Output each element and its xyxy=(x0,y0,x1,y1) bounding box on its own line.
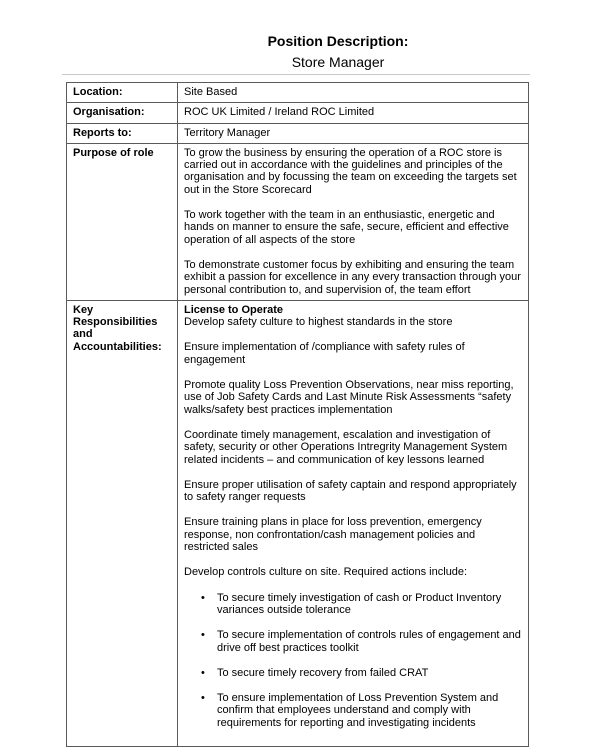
organisation-value: ROC UK Limited / Ireland ROC Limited xyxy=(178,103,529,123)
bullet-icon: • xyxy=(201,692,205,705)
key-label-line: Accountabilities: xyxy=(73,340,162,353)
responsibility-paragraph: Develop controls culture on site. Required actions include: xyxy=(184,566,468,579)
purpose-value xyxy=(178,143,529,300)
purpose-paragraph: To demonstrate customer focus by exhibiting and ensuring the team exhibit a passion for excellence in any every transaction through your personal contribution to, and supervision of, the team effort xyxy=(184,258,521,296)
list-item xyxy=(196,629,522,654)
key-responsibilities-label xyxy=(67,300,178,746)
responsibility-paragraph: Coordinate timely management, escalation and investigation of safety, security or other Operations Intregrity Management System related incidents – and communication of key lessons learned xyxy=(184,428,508,466)
responsibility-paragraph: Promote quality Loss Prevention Observations, near miss reporting, use of Job Safety Cards and Last Minute Risk Assessments “safety walks/safety best practices implementation xyxy=(184,379,514,416)
responsibility-paragraph: Ensure training plans in place for loss prevention, emergency response, non confrontation/cash management policies and restricted sales xyxy=(184,516,482,554)
list-item xyxy=(196,667,522,679)
document-subtitle: Store Manager xyxy=(291,54,385,70)
location-value: Site Based xyxy=(178,83,529,103)
key-label-line: and xyxy=(73,328,93,341)
bullet-icon: • xyxy=(201,629,205,642)
table-row-key-responsibilities xyxy=(67,300,529,746)
bullet-text: To ensure implementation of Loss Prevention System and confirm that employees understand and comply with requirements for reporting and investigating incidents xyxy=(217,692,499,729)
reports-to-value: Territory Manager xyxy=(178,123,529,143)
location-label: Location: xyxy=(67,83,178,103)
bullet-text: To secure timely investigation of cash or Product Inventory variances outside tolerance xyxy=(217,591,502,616)
table-row-organisation xyxy=(67,103,529,123)
purpose-label: Purpose of role xyxy=(67,143,178,300)
title-divider xyxy=(62,74,530,75)
position-table xyxy=(66,82,529,747)
reports-to-label: Reports to: xyxy=(67,123,178,143)
purpose-paragraph: To work together with the team in an enthusiastic, energetic and hands on manner to ensure the safe, secure, efficient and effective operation of all aspects of the store xyxy=(184,209,509,246)
bullet-icon: • xyxy=(201,591,205,604)
bullet-text: To secure timely recovery from failed CRAT xyxy=(217,666,429,679)
table-row-purpose xyxy=(67,143,529,300)
table-row-location xyxy=(67,83,529,103)
bullet-icon: • xyxy=(201,666,205,679)
table-row-reports-to xyxy=(67,123,529,143)
organisation-label: Organisation: xyxy=(67,103,178,123)
responsibility-paragraph: Ensure implementation of /compliance with safety rules of engagement xyxy=(184,341,465,366)
document-title: Position Description: xyxy=(267,33,409,49)
key-responsibilities-value xyxy=(178,300,529,746)
key-label-line: Responsibilities xyxy=(73,316,158,329)
section-heading: License to Operate xyxy=(184,303,284,316)
responsibility-paragraph: Ensure proper utilisation of safety captain and respond appropriately to safety ranger requests xyxy=(184,478,517,504)
controls-bullet-list xyxy=(184,592,522,729)
responsibility-paragraph: Develop safety culture to highest standards in the store xyxy=(184,316,453,329)
purpose-paragraph: To grow the business by ensuring the operation of a ROC store is carried out in accordance with the guidelines and principles of the organisation and by focussing the team on exceeding the targets set out in the Store Scorecard xyxy=(184,146,517,196)
bullet-text: To secure implementation of controls rules of engagement and drive off best practices toolkit xyxy=(217,629,521,654)
list-item xyxy=(196,692,522,729)
list-item xyxy=(196,592,522,617)
key-label-line: Key xyxy=(73,303,94,316)
